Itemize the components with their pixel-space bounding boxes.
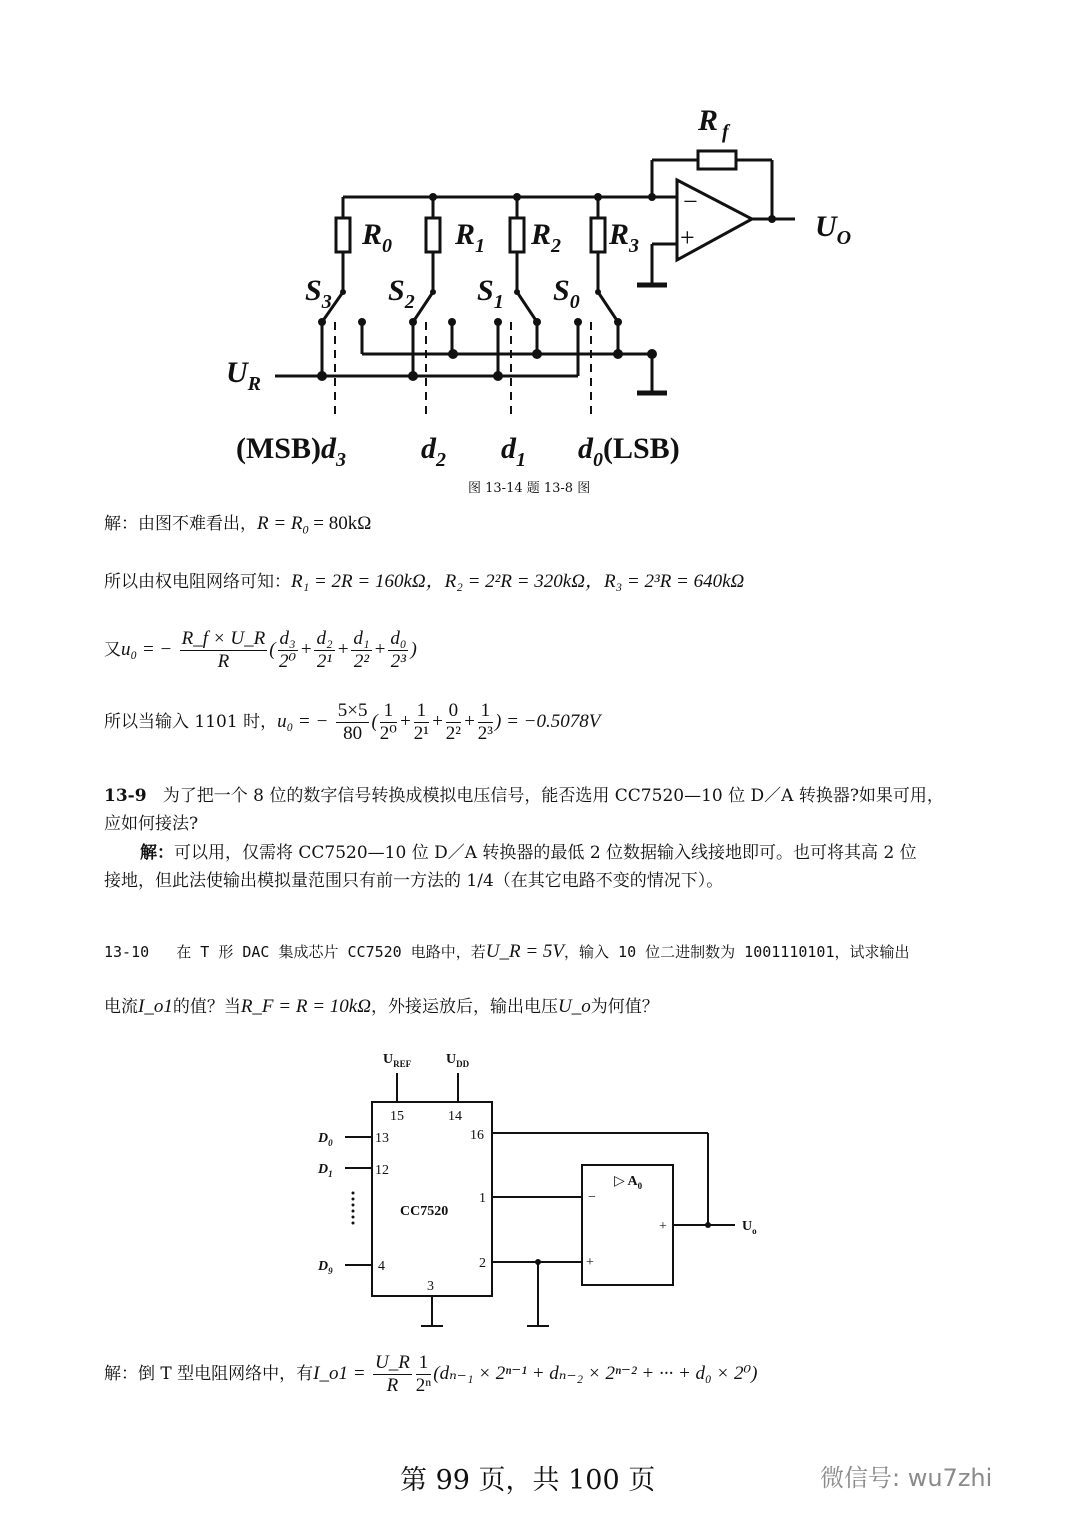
s2-label: $S_2$ xyxy=(388,274,415,313)
uref-label: $U_{REF}$ xyxy=(383,1052,412,1069)
opamp-a0-label: ▷ $A_0$ xyxy=(614,1174,643,1191)
chip-label: CC7520 xyxy=(400,1204,449,1219)
msb-d3-label: $(MSB)d_3$ xyxy=(236,432,346,471)
s1-label: $S_1$ xyxy=(477,274,504,313)
q13-10-line-2: 电流I_o1的值？当R_F = R = 10kΩ，外接运放后，输出电压U_o为何值？ xyxy=(104,996,659,1017)
pin-12: 12 xyxy=(375,1163,389,1178)
opamp-minus: − xyxy=(683,187,698,216)
solution-13-10-line: 解：倒 T 型电阻网络中，有I_o1 = $\frac{U\_R}{R}$ $\frac{1}{\text{2ⁿ}}$ (dₙ₋₁ × 2ⁿ⁻¹ + dₙ₋₂ × 2ⁿ⁻² + ··· + d₀ × 2⁰) xyxy=(104,1352,758,1396)
d0-lsb-label: $d_0(LSB)$ xyxy=(578,432,680,471)
pin-2: 2 xyxy=(479,1256,486,1271)
solution-line-4: 所以当输入 1101 时，u₀ = − $\frac{5\times 5}{80}$ ( $\frac{1}{\text{2⁰}}$ + $\frac{1}{\text{2¹}}$ + $\frac{0}{\text{2²}}$ + $\frac{1}{\text{2³}}$ ) = −0.5078V xyxy=(104,700,601,744)
page-number-footer: 第 99 页，共 100 页 xyxy=(400,1465,656,1496)
uo-output-label: $U_o$ xyxy=(742,1219,757,1236)
pin-13: 13 xyxy=(375,1131,389,1146)
pin-14: 14 xyxy=(448,1109,462,1124)
wechat-watermark: 微信号: wu7zhi xyxy=(820,1464,993,1492)
solution-line-2: 所以由权电阻网络可知：R₁ = 2R = 160kΩ，R₂ = 2²R = 320kΩ，R₃ = 2³R = 640kΩ xyxy=(104,571,745,592)
figure-caption: 图 13-14 题 13-8 图 xyxy=(468,481,591,496)
d0-input-label: $D_0$ xyxy=(318,1131,333,1148)
d2-label: $d_2$ xyxy=(421,432,446,471)
pin-16: 16 xyxy=(470,1128,484,1143)
r0-label: $R_0$ xyxy=(362,218,393,257)
pin-15: 15 xyxy=(390,1109,404,1124)
opamp-plus: + xyxy=(680,223,695,252)
pin-1: 1 xyxy=(479,1191,486,1206)
s3-label: $S_3$ xyxy=(305,274,332,313)
solution-line-1: 解：由图不难看出，$R = R_0 = 80k\Omega$ xyxy=(104,513,372,537)
amp-plus-input: + xyxy=(586,1255,594,1270)
q13-9-answer-2: 接地，但此法使输出模拟量范围只有前一方法的 1/4（在其它电路不变的情况下）。 xyxy=(104,871,724,891)
r2-label: $R_2$ xyxy=(531,218,562,257)
weighted-resistor-dac-circuit xyxy=(0,0,1080,500)
s0-label: $S_0$ xyxy=(553,274,580,313)
cc7520-dac-circuit xyxy=(0,1040,1080,1340)
amp-minus: − xyxy=(588,1190,596,1205)
solution-line-3: 又u₀ = − $\frac{R\_f \times U\_R}{R}$ ( $\frac{\text{d₃}}{\text{2⁰}}$ + $\frac{\text{d₂}}{\text{2¹}}$ + $\frac{\text{d₁}}{\text{2²}}$ + $\frac{\text{d₀}}{\text{2³}}$ ) xyxy=(104,628,417,672)
q13-9-line-1: 13-9 为了把一个 8 位的数字信号转换成模拟电压信号，能否选用 CC7520—10 位 D／A 转换器?如果可用， xyxy=(104,786,944,806)
r3-label: $R_3$ xyxy=(609,218,640,257)
uo-label: $U_O$ xyxy=(815,210,852,249)
rf-label: R $_f$ xyxy=(698,104,729,143)
d9-input-label: $D_9$ xyxy=(318,1259,333,1276)
d1-label: $d_1$ xyxy=(501,432,526,471)
udd-label: $U_{DD}$ xyxy=(446,1052,470,1069)
q13-10-line-1: 13-10 在 T 形 DAC 集成芯片 CC7520 电路中，若U_R = 5V，输入 10 位二进制数为 1001110101，试求输出 xyxy=(104,941,910,962)
pin-3: 3 xyxy=(427,1279,434,1294)
r1-label: $R_1$ xyxy=(455,218,486,257)
amp-plus-output: + xyxy=(659,1219,667,1234)
q13-9-line-2: 应如何接法? xyxy=(104,814,199,834)
ur-label: $U_R$ xyxy=(226,356,262,395)
q13-9-answer-1: 解：可以用，仅需将 CC7520—10 位 D／A 转换器的最低 2 位数据输入线接地即可。也可将其高 2 位 xyxy=(140,843,917,863)
d1-input-label: $D_1$ xyxy=(318,1162,333,1179)
pin-4: 4 xyxy=(378,1259,385,1274)
